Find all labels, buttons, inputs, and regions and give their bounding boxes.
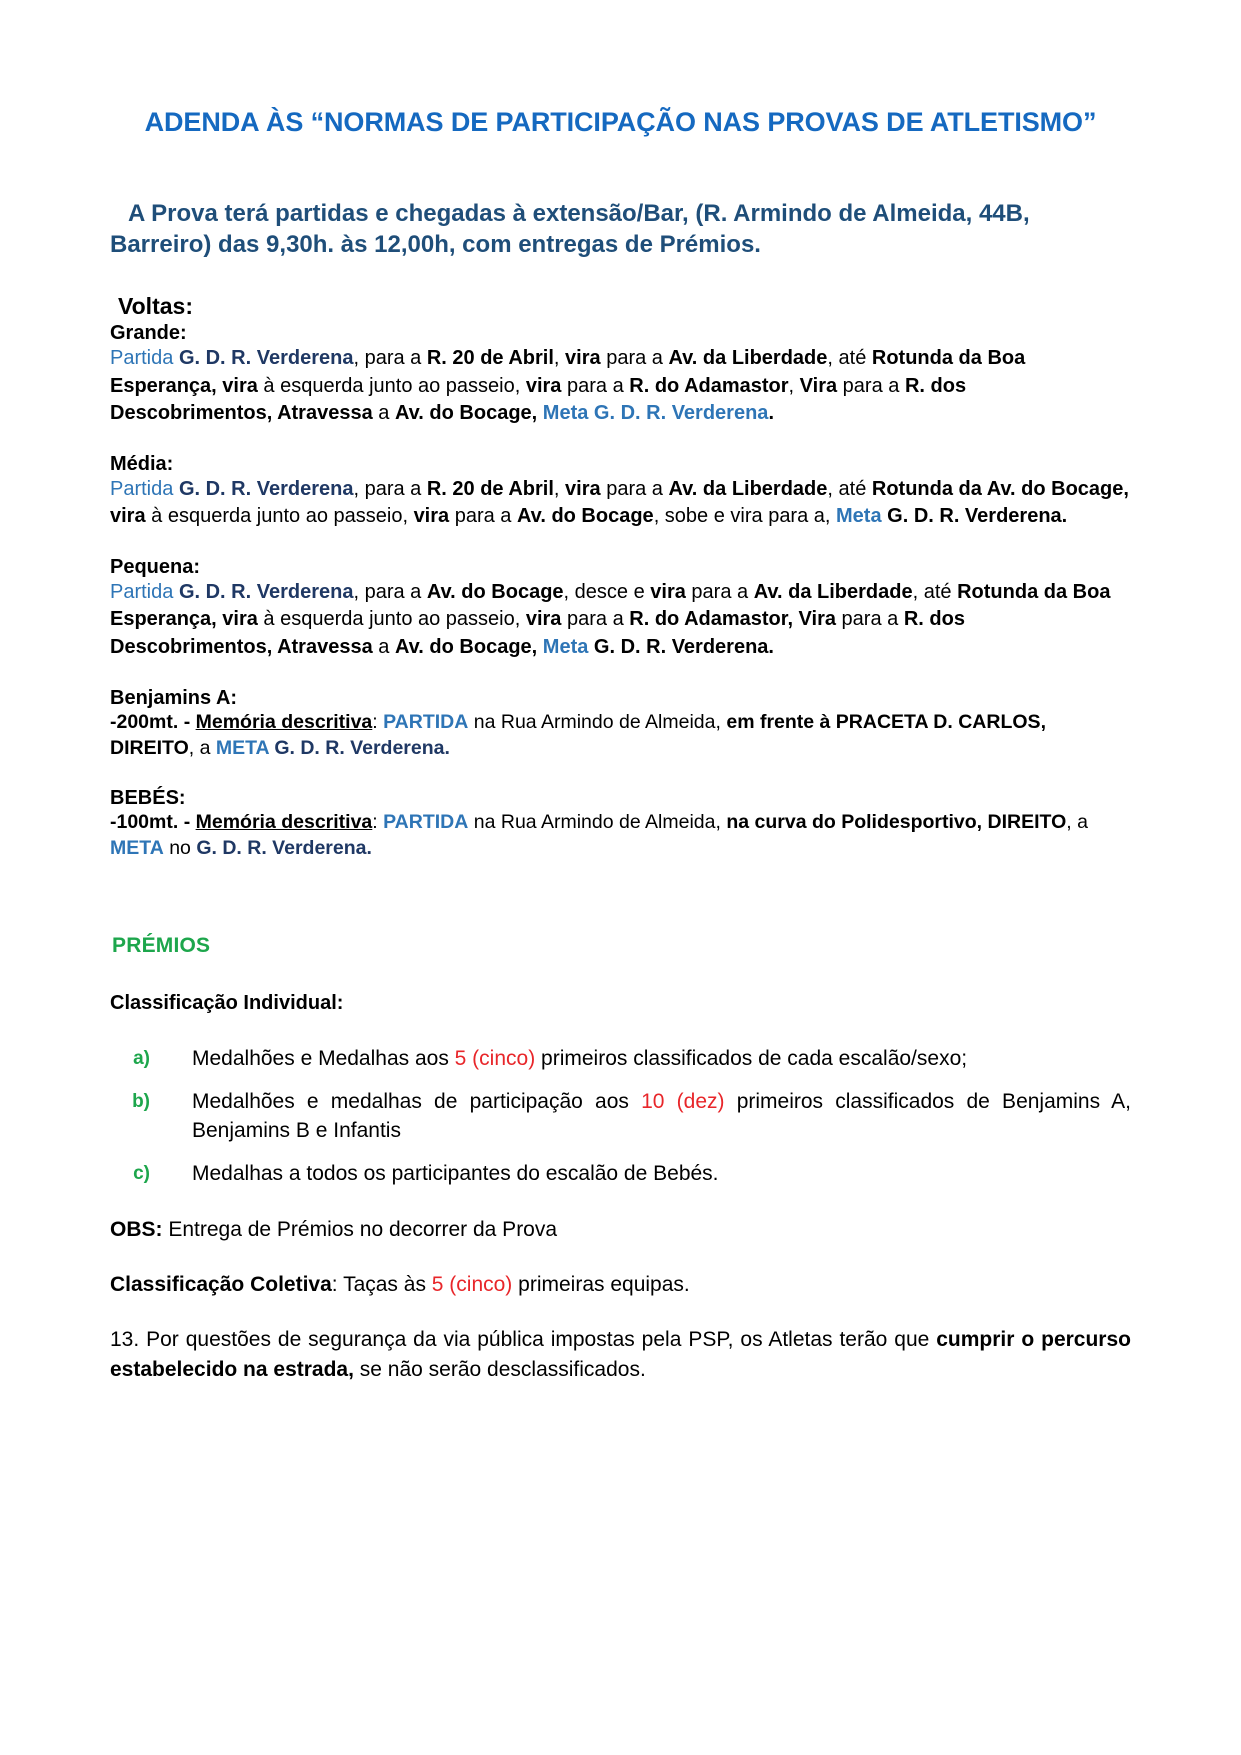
list-item-text-post: primeiros classificados de Benjamins A, Benjamins B e Infantis [192,1089,1131,1142]
classificacao-individual-label: Classificação Individual [110,991,337,1014]
club-start-grande: G. D. R. Verderena [178,347,354,370]
partida-label-bebes: PARTIDA [383,811,469,834]
text: , sobe e vira para a, [653,505,837,528]
premios-heading: PRÉMIOS [112,933,211,957]
section-body-bebes [110,810,1131,861]
list-marker-b: b) [132,1090,150,1112]
street-descobrimentos-pequena: R. dos Descobrimentos, Atravessa [110,608,965,658]
classificacao-individual-heading [110,992,1131,1015]
street-r20-media: R. 20 de Abril [426,477,554,500]
turn-word: Vira [799,374,838,397]
list-item [133,1160,1131,1189]
classificacao-coletiva-paragraph [110,1270,1131,1299]
obs-paragraph [110,1215,1131,1244]
club-end-benjamins-a: G. D. R. Verderena. [268,736,450,759]
street-bocage2-pequena: Av. do Bocage, [394,635,538,658]
section-heading-media: Média: [110,452,174,475]
text: , até [912,581,958,604]
street-descobrimentos-grande: R. dos Descobrimentos, Atravessa [110,374,967,424]
text: , a [188,736,216,759]
text: a [372,635,395,658]
street-liberdade-pequena: Av. da Liberdade [753,581,913,604]
obs-text: Entrega de Prémios no decorrer da Prova [162,1217,558,1241]
list-item-text-pre: Medalhões e Medalhas aos [192,1046,455,1070]
text: : Taças às [331,1273,432,1297]
street-bocage-media: Av. do Bocage [516,505,654,528]
partida-label-benjamins-a: PARTIDA [383,710,469,733]
club-end-pequena: G. D. R. Verderena. [588,635,774,658]
voltas-heading: Voltas: [118,293,193,320]
classificacao-coletiva-label: Classificação Coletiva [110,1273,332,1297]
rotunda-media: Rotunda da Av. do Bocage, vira [110,477,1129,528]
text: para a [837,374,905,397]
text: na Rua Armindo de Almeida, [468,811,727,834]
direction-bebes: DIREITO [987,811,1067,834]
text: à esquerda junto ao passeio, [145,505,414,528]
text: , desce e [563,581,651,604]
obs-label: OBS: [110,1217,163,1241]
intro-paragraph: A Prova terá partidas e chegadas à extensão/Bar, (R. Armindo de Almeida, 44B, Barreiro) das 9,30h. às 12,00h, com entregas de Prémios. [110,199,1030,259]
list-item-text-pre: Medalhões e medalhas de participação aos [192,1089,642,1113]
text: . [768,401,774,424]
list-marker-c: c) [133,1162,150,1184]
distance-benjamins-a: -200mt. - [110,710,196,733]
street-r20-grande: R. 20 de Abril [426,347,554,370]
text: para a [836,608,904,631]
final-text-bold: cumprir o percurso estabelecido na estrada, [110,1328,1131,1381]
partida-label-media: Partida [110,477,174,500]
street-liberdade-media: Av. da Liberdade [668,477,828,500]
list-item-highlight: 5 (cinco) [454,1046,536,1070]
text: para a [561,374,630,397]
text: para a [685,581,754,604]
final-text-post: se não serão desclassificados. [353,1357,646,1381]
text: , até [827,347,872,370]
text: , [976,811,988,834]
turn-word: vira [525,608,562,631]
text: primeiras equipas. [512,1273,690,1297]
street-adamastor-pequena: R. do Adamastor, Vira [629,608,836,631]
text: : [372,710,384,733]
distance-bebes: -100mt. - [110,811,196,834]
section-heading-pequena: Pequena: [110,556,201,579]
list-item-highlight: 10 (dez) [641,1089,725,1113]
list-item-text-post: primeiros classificados de cada escalão/sexo; [535,1046,968,1070]
street-bocage-pequena: Av. do Bocage [426,581,564,604]
text: , [1040,710,1046,733]
text: para a [600,347,669,370]
street-adamastor-grande: R. do Adamastor [629,374,789,397]
club-end-media: G. D. R. Verderena. [881,505,1068,528]
coletiva-highlight: 5 (cinco) [431,1273,513,1297]
start-location-bebes: na curva do Polidesportivo [726,811,977,834]
meta-label-pequena: Meta [542,635,589,658]
turn-word: vira [650,581,686,604]
section-body-media [110,476,1131,530]
list-item [133,1045,1131,1074]
text: , [553,347,566,370]
section-body-grande [110,345,1131,427]
section-heading-bebes: BEBÉS: [110,787,186,810]
meta-label-bebes: META [110,837,164,860]
rotunda-pequena: Rotunda da Boa Esperança, vira [110,581,1111,631]
text: : [372,811,384,834]
text: , [553,477,566,500]
text: à esquerda junto ao passeio, [257,608,526,631]
partida-label-grande: Partida [110,347,174,370]
text: : [336,991,344,1014]
turn-word: vira [413,505,450,528]
text: no [163,837,197,860]
page-title: ADENDA ÀS “NORMAS DE PARTICIPAÇÃO NAS PROVAS DE ATLETISMO” [144,107,1097,137]
text: para a [449,505,517,528]
list-item [132,1088,1131,1146]
section-body-benjamins-a [110,710,1131,761]
text: , até [827,477,872,500]
text: , para a [353,347,427,370]
street-liberdade-grande: Av. da Liberdade [668,347,828,370]
section-heading-benjamins-a: Benjamins A: [110,686,238,709]
list-marker-a: a) [133,1047,150,1069]
premios-list-wrapper [110,1045,1131,1189]
club-start-pequena: G. D. R. Verderena [178,581,354,604]
meta-label-benjamins-a: META [215,736,269,759]
text: para a [561,608,630,631]
club-end-bebes: G. D. R. Verderena. [196,837,372,860]
club-end-grande: G. D. R. Verderena [588,401,769,424]
memoria-descritiva-label-a: Memória descritiva [195,710,373,733]
text: à esquerda junto ao passeio, [257,374,526,397]
turn-word: vira [525,374,562,397]
street-bocage-grande: Av. do Bocage, [394,401,538,424]
direction-benjamins-a: DIREITO [110,736,189,759]
final-text-pre: 13. Por questões de segurança da via pública impostas pela PSP, os Atletas terão que [110,1328,937,1352]
start-location-benjamins-a: em frente à PRACETA D. CARLOS [726,710,1041,733]
section-heading-grande: Grande: [110,322,187,345]
premios-list [132,1045,1131,1189]
turn-word: vira [565,477,601,500]
club-start-media: G. D. R. Verderena [178,477,354,500]
meta-label-grande: Meta [542,401,589,424]
meta-label-media: Meta [836,505,882,528]
text: , para a [353,477,427,500]
final-paragraph [110,1325,1131,1384]
section-body-pequena [110,579,1131,661]
partida-label-pequena: Partida [110,581,174,604]
text: a [372,401,395,424]
turn-word: vira [565,347,601,370]
memoria-descritiva-label-bebes: Memória descritiva [195,811,373,834]
text: , a [1066,811,1088,834]
text: , [788,374,800,397]
text: para a [600,477,669,500]
text: na Rua Armindo de Almeida, [468,710,727,733]
rotunda-grande: Rotunda da Boa Esperança, vira [110,347,1026,397]
document-body [0,293,1241,1384]
text: , para a [353,581,427,604]
list-item-text-pre: Medalhas a todos os participantes do escalão de Bebés. [192,1161,719,1185]
